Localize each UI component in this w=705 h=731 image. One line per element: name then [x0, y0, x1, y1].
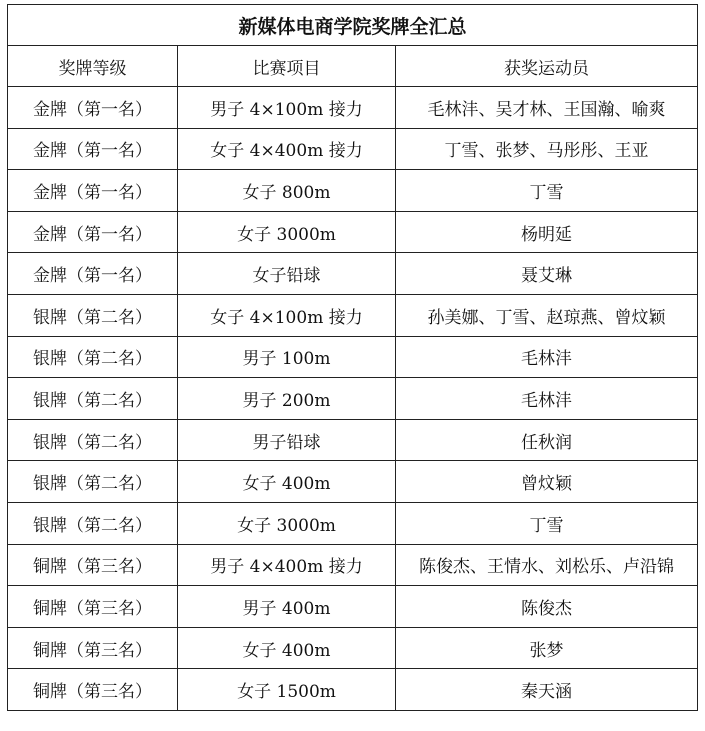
table-row: [8, 419, 698, 461]
table-row: [8, 544, 698, 586]
event-cell: 女子铅球: [178, 253, 396, 295]
medal-level-cell: 银牌（第二名）: [8, 336, 178, 378]
event-cell: 男子 200m: [178, 378, 396, 420]
event-cell: 男子 4×100m 接力: [178, 87, 396, 129]
athletes-cell: 杨明延: [396, 211, 698, 253]
table-row: [8, 294, 698, 336]
medal-level-cell: 金牌（第一名）: [8, 128, 178, 170]
column-header-event: 比赛项目: [178, 46, 396, 87]
medal-level-cell: 铜牌（第三名）: [8, 627, 178, 669]
medal-level-cell: 银牌（第二名）: [8, 461, 178, 503]
column-header-medal-level: 奖牌等级: [8, 46, 178, 87]
athletes-cell: 聂艾琳: [396, 253, 698, 295]
medal-level-cell: 铜牌（第三名）: [8, 669, 178, 711]
event-cell: 男子 100m: [178, 336, 396, 378]
table-row: [8, 586, 698, 628]
medal-level-cell: 金牌（第一名）: [8, 170, 178, 212]
medal-level-cell: 金牌（第一名）: [8, 253, 178, 295]
table-row: [8, 502, 698, 544]
table-title: 新媒体电商学院奖牌全汇总: [8, 5, 698, 46]
event-cell: 女子 4×100m 接力: [178, 294, 396, 336]
table-row: [8, 128, 698, 170]
event-cell: 男子铅球: [178, 419, 396, 461]
table-row: [8, 170, 698, 212]
medal-table: [7, 4, 698, 711]
medal-level-cell: 金牌（第一名）: [8, 87, 178, 129]
title-row: [8, 5, 698, 46]
medal-table-body: [8, 87, 698, 711]
event-cell: 女子 400m: [178, 461, 396, 503]
table-row: [8, 378, 698, 420]
athletes-cell: 毛林沣: [396, 378, 698, 420]
athletes-cell: 毛林沣: [396, 336, 698, 378]
medal-summary-sheet: [7, 4, 697, 711]
table-row: [8, 627, 698, 669]
event-cell: 女子 3000m: [178, 502, 396, 544]
event-cell: 男子 4×400m 接力: [178, 544, 396, 586]
table-row: [8, 253, 698, 295]
athletes-cell: 张梦: [396, 627, 698, 669]
table-row: [8, 669, 698, 711]
medal-level-cell: 金牌（第一名）: [8, 211, 178, 253]
event-cell: 女子 4×400m 接力: [178, 128, 396, 170]
event-cell: 男子 400m: [178, 586, 396, 628]
table-row: [8, 211, 698, 253]
athletes-cell: 陈俊杰、王情水、刘松乐、卢沿锦: [396, 544, 698, 586]
event-cell: 女子 400m: [178, 627, 396, 669]
column-header-athletes: 获奖运动员: [396, 46, 698, 87]
event-cell: 女子 800m: [178, 170, 396, 212]
athletes-cell: 丁雪、张梦、马彤彤、王亚: [396, 128, 698, 170]
medal-level-cell: 铜牌（第三名）: [8, 544, 178, 586]
athletes-cell: 孙美娜、丁雪、赵琼燕、曾炆颖: [396, 294, 698, 336]
athletes-cell: 丁雪: [396, 170, 698, 212]
athletes-cell: 任秋润: [396, 419, 698, 461]
medal-level-cell: 银牌（第二名）: [8, 378, 178, 420]
athletes-cell: 丁雪: [396, 502, 698, 544]
table-row: [8, 87, 698, 129]
athletes-cell: 曾炆颖: [396, 461, 698, 503]
event-cell: 女子 3000m: [178, 211, 396, 253]
athletes-cell: 毛林沣、吴才林、王国瀚、喻爽: [396, 87, 698, 129]
event-cell: 女子 1500m: [178, 669, 396, 711]
medal-level-cell: 银牌（第二名）: [8, 419, 178, 461]
medal-level-cell: 银牌（第二名）: [8, 294, 178, 336]
table-row: [8, 461, 698, 503]
table-row: [8, 336, 698, 378]
header-row: [8, 46, 698, 87]
medal-level-cell: 铜牌（第三名）: [8, 586, 178, 628]
athletes-cell: 秦天涵: [396, 669, 698, 711]
medal-level-cell: 银牌（第二名）: [8, 502, 178, 544]
athletes-cell: 陈俊杰: [396, 586, 698, 628]
